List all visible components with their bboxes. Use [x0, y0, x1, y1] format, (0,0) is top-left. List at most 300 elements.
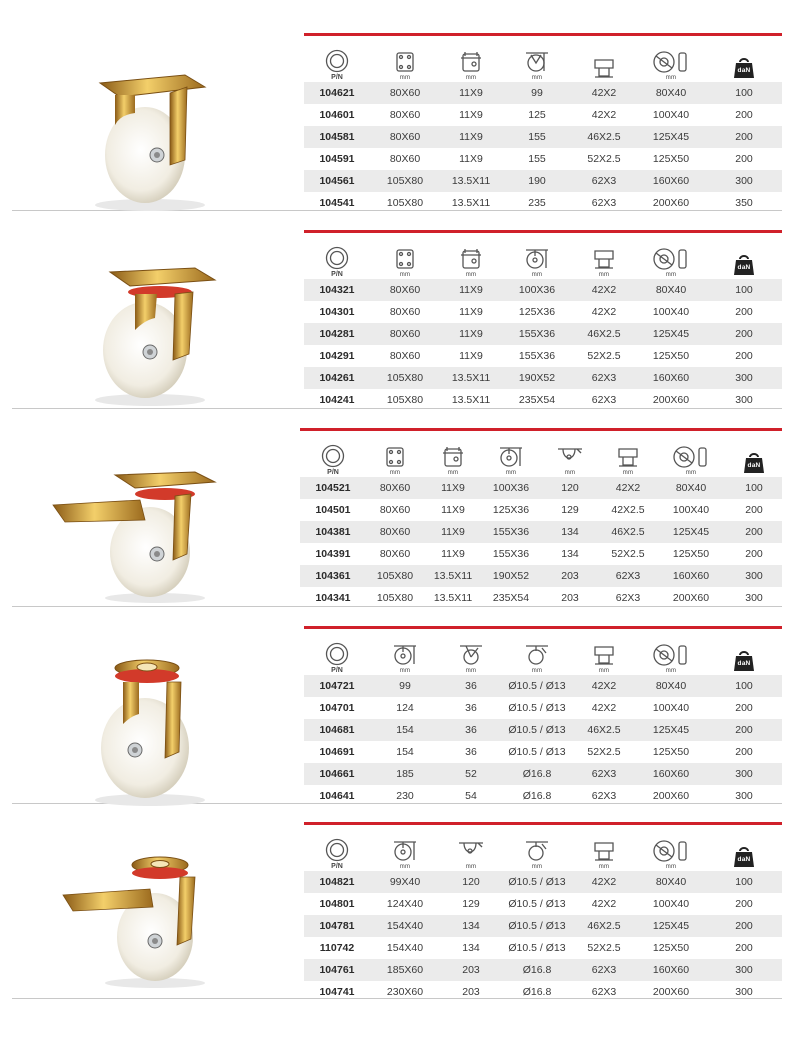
unit-label: mm — [622, 470, 634, 476]
spec-cell: 36 — [465, 746, 477, 758]
spec-cell: 160X60 — [652, 964, 690, 976]
header-cell — [656, 445, 726, 476]
table-row — [304, 389, 782, 411]
swivel-height-icon — [390, 643, 420, 667]
spec-cell: 203 — [462, 964, 480, 976]
pn-label: P/N — [331, 667, 343, 674]
header-cell — [572, 839, 636, 870]
table-header — [304, 233, 782, 279]
spec-cell: 62X3 — [591, 372, 617, 384]
unit-label: mm — [665, 272, 677, 278]
spec-cell: 11X9 — [459, 153, 483, 165]
table-header — [300, 431, 782, 477]
spec-cell: 129 — [561, 504, 579, 516]
header-cell — [482, 445, 540, 476]
part-number-cell: 104691 — [319, 746, 355, 758]
brake-height-icon — [555, 445, 585, 469]
spec-cell: 200X60 — [652, 986, 690, 998]
spec-table — [300, 428, 782, 609]
table-row — [304, 763, 782, 785]
spec-cell: 80X40 — [655, 87, 687, 99]
part-number-cell: 104501 — [315, 504, 351, 516]
spec-cell: 154X40 — [386, 942, 424, 954]
part-number-cell: 104321 — [319, 284, 355, 296]
table-row — [304, 170, 782, 192]
spec-cell: 11X9 — [459, 284, 483, 296]
spec-cell: 80X60 — [379, 482, 411, 494]
spec-cell: 46X2.5 — [587, 131, 621, 143]
header-cell — [502, 643, 572, 674]
spec-cell: 200 — [735, 724, 753, 736]
spec-cell: 200 — [745, 526, 763, 538]
unit-label: mm — [465, 272, 477, 278]
unit-label: mm — [598, 272, 610, 278]
table-row — [304, 323, 782, 345]
unit-label: mm — [505, 470, 517, 476]
part-number-cell: 104561 — [319, 175, 355, 187]
header-cell — [502, 50, 572, 81]
spec-cell: 155X36 — [492, 526, 530, 538]
spec-cell: 185X60 — [386, 964, 424, 976]
spec-cell: 203 — [561, 570, 579, 582]
spec-cell: Ø10.5 / Ø13 — [508, 724, 566, 736]
header-cell — [540, 445, 600, 476]
header-cell — [304, 642, 370, 674]
unit-label: mm — [665, 864, 677, 870]
header-cell — [370, 643, 440, 674]
spec-cell: 200 — [735, 898, 753, 910]
spec-cell: 100X40 — [652, 109, 690, 121]
spec-cell: 155 — [528, 153, 546, 165]
table-row — [304, 915, 782, 937]
spec-cell: 200 — [735, 746, 753, 758]
spec-cell: 200X60 — [672, 592, 710, 604]
spec-cell: 300 — [735, 394, 753, 406]
spec-cell: 100X40 — [652, 702, 690, 714]
header-cell — [440, 247, 502, 278]
header-cell — [300, 444, 366, 476]
spec-cell: 62X3 — [591, 175, 617, 187]
header-cell — [366, 445, 424, 476]
header-cell — [440, 50, 502, 81]
spec-cell: 230 — [396, 790, 414, 802]
spec-cell: 13.5X11 — [451, 175, 491, 187]
spec-cell: Ø16.8 — [522, 768, 552, 780]
spec-cell: 154 — [396, 724, 414, 736]
spec-cell: 36 — [465, 702, 477, 714]
header-cell — [424, 445, 482, 476]
spec-cell: 125X50 — [652, 942, 690, 954]
swivel-height-icon — [522, 247, 552, 271]
caster-photo — [75, 55, 225, 220]
spec-cell: 105X80 — [376, 592, 414, 604]
spec-cell: 100X36 — [492, 482, 530, 494]
spec-cell: 42X2 — [591, 702, 617, 714]
part-number-cell: 110742 — [319, 942, 355, 954]
bolt-hole-icon — [458, 50, 484, 74]
header-cell — [706, 253, 782, 278]
spec-cell: 100X40 — [672, 504, 710, 516]
part-number-cell: 104261 — [319, 372, 355, 384]
part-number-cell: 104801 — [319, 898, 355, 910]
spec-cell: 134 — [462, 920, 480, 932]
wheel-icon — [324, 838, 350, 862]
pn-label: P/N — [331, 271, 343, 278]
spec-cell: 62X3 — [591, 964, 617, 976]
spec-cell: 155X36 — [518, 350, 556, 362]
spec-cell: 62X3 — [591, 197, 617, 209]
spec-cell: 125X50 — [652, 153, 690, 165]
unit-label: mm — [389, 470, 401, 476]
table-row — [304, 697, 782, 719]
spec-cell: 80X60 — [389, 153, 421, 165]
header-cell — [440, 839, 502, 870]
spec-cell: 134 — [561, 548, 579, 560]
spec-cell: 11X9 — [441, 548, 465, 560]
spec-cell: 100 — [735, 284, 753, 296]
spec-cell: 160X60 — [652, 175, 690, 187]
table-row — [304, 785, 782, 807]
plate-bolt-pattern-icon — [591, 56, 617, 80]
spec-cell: 350 — [735, 197, 753, 209]
header-cell — [572, 643, 636, 674]
bolt-diameter-icon — [522, 643, 552, 667]
table-row — [304, 893, 782, 915]
spec-cell: 235X54 — [492, 592, 530, 604]
spec-cell: 80X60 — [389, 131, 421, 143]
part-number-cell: 104381 — [315, 526, 351, 538]
spec-cell: 42X2.5 — [611, 504, 645, 516]
unit-label: mm — [399, 668, 411, 674]
spec-cell: 125X50 — [652, 746, 690, 758]
header-cell — [370, 50, 440, 81]
spec-cell: 80X40 — [655, 680, 687, 692]
spec-cell: 200X60 — [652, 394, 690, 406]
spec-cell: 120 — [462, 876, 480, 888]
spec-cell: 300 — [745, 570, 763, 582]
spec-cell: 80X40 — [655, 284, 687, 296]
spec-cell: 11X9 — [459, 306, 483, 318]
spec-cell: 80X40 — [675, 482, 707, 494]
spec-cell: 105X80 — [386, 394, 424, 406]
spec-cell: 99 — [531, 87, 543, 99]
spec-cell: 200 — [735, 153, 753, 165]
spec-cell: 11X9 — [459, 131, 483, 143]
spec-cell: 80X60 — [379, 548, 411, 560]
table-header — [304, 36, 782, 82]
spec-cell: 80X60 — [389, 284, 421, 296]
spec-cell: 52X2.5 — [587, 153, 621, 165]
part-number-cell: 104721 — [319, 680, 355, 692]
spec-cell: 80X60 — [379, 526, 411, 538]
part-number-cell: 104701 — [319, 702, 355, 714]
table-row — [304, 301, 782, 323]
spec-cell: 100X36 — [518, 284, 556, 296]
plate-size-icon — [382, 445, 408, 469]
header-cell — [706, 845, 782, 870]
spec-cell: 200 — [745, 548, 763, 560]
spec-cell: 200X60 — [652, 790, 690, 802]
spec-cell: 200X60 — [652, 197, 690, 209]
spec-cell: 155 — [528, 131, 546, 143]
spec-cell: 185 — [396, 768, 414, 780]
unit-label: mm — [531, 272, 543, 278]
wheel-size-icon — [671, 445, 711, 469]
plate-bolt-pattern-icon — [591, 839, 617, 863]
part-number-cell: 104621 — [319, 87, 355, 99]
spec-cell: 200 — [735, 350, 753, 362]
unit-label: mm — [399, 272, 411, 278]
spec-cell: 200 — [735, 131, 753, 143]
spec-cell: 36 — [465, 680, 477, 692]
spec-cell: 125X45 — [652, 131, 690, 143]
spec-cell: 105X80 — [376, 570, 414, 582]
spec-cell: 42X2 — [591, 306, 617, 318]
wheel-icon — [324, 246, 350, 270]
table-header — [304, 629, 782, 675]
header-cell — [370, 839, 440, 870]
spec-cell: 80X60 — [389, 87, 421, 99]
spec-cell: 190X52 — [518, 372, 556, 384]
part-number-cell: 104761 — [319, 964, 355, 976]
spec-cell: Ø16.8 — [522, 986, 552, 998]
unit-label: mm — [564, 470, 576, 476]
header-cell — [304, 246, 370, 278]
spec-cell: 52X2.5 — [587, 746, 621, 758]
table-row — [304, 367, 782, 389]
wheel-icon — [324, 49, 350, 73]
spec-cell: 46X2.5 — [587, 920, 621, 932]
part-number-cell: 104291 — [319, 350, 355, 362]
unit-label: mm — [465, 864, 477, 870]
part-number-cell: 104601 — [319, 109, 355, 121]
spec-cell: 13.5X11 — [433, 570, 473, 582]
spec-cell: 99X40 — [389, 876, 421, 888]
spec-cell: 42X2 — [591, 876, 617, 888]
spec-table — [304, 822, 782, 1003]
header-cell — [572, 56, 636, 81]
header-cell — [636, 839, 706, 870]
spec-cell: 155X36 — [492, 548, 530, 560]
spec-cell: Ø10.5 / Ø13 — [508, 920, 566, 932]
spec-table — [304, 33, 782, 214]
unit-label: mm — [531, 75, 543, 81]
part-number-cell: 104281 — [319, 328, 355, 340]
unit-label: mm — [465, 668, 477, 674]
part-number-cell: 104821 — [319, 876, 355, 888]
spec-cell: 125X45 — [652, 920, 690, 932]
header-cell — [636, 643, 706, 674]
spec-cell: 105X80 — [386, 175, 424, 187]
part-number-cell: 104341 — [315, 592, 351, 604]
spec-cell: 80X60 — [379, 504, 411, 516]
spec-cell: 100X40 — [652, 898, 690, 910]
spec-table — [304, 626, 782, 807]
table-row — [304, 937, 782, 959]
swivel-height-icon — [390, 839, 420, 863]
spec-cell: 42X2 — [591, 680, 617, 692]
spec-cell: 200 — [745, 504, 763, 516]
unit-label: mm — [665, 75, 677, 81]
spec-cell: 11X9 — [459, 350, 483, 362]
header-cell — [502, 839, 572, 870]
plate-bolt-pattern-icon — [591, 643, 617, 667]
spec-cell: 100X40 — [652, 306, 690, 318]
spec-cell: 100 — [735, 680, 753, 692]
brake-height-icon — [456, 839, 486, 863]
spec-cell: 100 — [745, 482, 763, 494]
spec-cell: 36 — [465, 724, 477, 736]
swivel-height-icon — [496, 445, 526, 469]
caster-photo — [75, 650, 225, 815]
spec-cell: 46X2.5 — [587, 328, 621, 340]
table-row — [300, 543, 782, 565]
table-row — [304, 192, 782, 214]
spec-cell: 62X3 — [591, 986, 617, 998]
spec-cell: 300 — [735, 768, 753, 780]
spec-cell: 62X3 — [591, 394, 617, 406]
spec-cell: Ø10.5 / Ø13 — [508, 942, 566, 954]
header-cell — [370, 247, 440, 278]
spec-cell: 11X9 — [459, 328, 483, 340]
spec-cell: Ø10.5 / Ø13 — [508, 680, 566, 692]
spec-cell: 125X36 — [492, 504, 530, 516]
table-row — [300, 587, 782, 609]
spec-cell: 42X2 — [591, 87, 617, 99]
spec-cell: 52 — [465, 768, 477, 780]
header-cell — [572, 247, 636, 278]
table-row — [304, 719, 782, 741]
spec-cell: 13.5X11 — [451, 372, 491, 384]
unit-label: mm — [399, 75, 411, 81]
table-row — [304, 741, 782, 763]
spec-cell: 46X2.5 — [611, 526, 645, 538]
table-row — [304, 148, 782, 170]
header-cell — [600, 445, 656, 476]
spec-cell: 125X50 — [652, 350, 690, 362]
spec-cell: 200 — [735, 942, 753, 954]
spec-cell: 235 — [528, 197, 546, 209]
header-cell — [636, 247, 706, 278]
overall-height-icon — [522, 50, 552, 74]
header-cell — [726, 451, 782, 476]
spec-cell: 300 — [735, 986, 753, 998]
pn-label: P/N — [327, 469, 339, 476]
header-cell — [706, 649, 782, 674]
spec-cell: 11X9 — [459, 109, 483, 121]
table-row — [304, 126, 782, 148]
spec-cell: 105X80 — [386, 372, 424, 384]
spec-cell: 125X45 — [672, 526, 710, 538]
unit-label: mm — [447, 470, 459, 476]
table-header — [304, 825, 782, 871]
part-number-cell: 104241 — [319, 394, 355, 406]
table-row — [300, 477, 782, 499]
spec-cell: 100 — [735, 876, 753, 888]
table-row — [300, 521, 782, 543]
part-number-cell: 104681 — [319, 724, 355, 736]
spec-cell: 200 — [735, 328, 753, 340]
spec-cell: 105X80 — [386, 197, 424, 209]
spec-cell: 62X3 — [615, 570, 641, 582]
spec-cell: Ø16.8 — [522, 790, 552, 802]
spec-cell: 200 — [735, 109, 753, 121]
bolt-hole-icon — [440, 445, 466, 469]
wheel-size-icon — [651, 839, 691, 863]
spec-cell: 190X52 — [492, 570, 530, 582]
wheel-size-icon — [651, 50, 691, 74]
spec-cell: 125X50 — [672, 548, 710, 560]
spec-cell: 134 — [462, 942, 480, 954]
bolt-hole-icon — [458, 247, 484, 271]
wheel-size-icon — [651, 643, 691, 667]
spec-cell: 200 — [735, 306, 753, 318]
table-row — [300, 565, 782, 587]
wheel-icon — [320, 444, 346, 468]
spec-cell: 11X9 — [441, 482, 465, 494]
table-row — [304, 82, 782, 104]
part-number-cell: 104641 — [319, 790, 355, 802]
header-cell — [706, 56, 782, 81]
table-row — [304, 871, 782, 893]
spec-cell: Ø10.5 / Ø13 — [508, 746, 566, 758]
spec-cell: 235X54 — [518, 394, 556, 406]
spec-cell: 200 — [735, 702, 753, 714]
spec-cell: 13.5X11 — [433, 592, 473, 604]
spec-cell: 124 — [396, 702, 414, 714]
table-row — [304, 345, 782, 367]
spec-cell: 80X60 — [389, 109, 421, 121]
spec-cell: 46X2.5 — [587, 724, 621, 736]
spec-cell: 300 — [735, 964, 753, 976]
spec-cell: Ø16.8 — [522, 964, 552, 976]
spec-cell: 160X60 — [672, 570, 710, 582]
spec-cell: 11X9 — [441, 526, 465, 538]
part-number-cell: 104301 — [319, 306, 355, 318]
table-row — [300, 499, 782, 521]
bolt-diameter-icon — [522, 839, 552, 863]
swivel-offset-icon — [456, 643, 486, 667]
caster-photo — [55, 845, 225, 1000]
spec-cell: 120 — [561, 482, 579, 494]
spec-cell: 42X2 — [591, 898, 617, 910]
spec-cell: 62X3 — [591, 790, 617, 802]
spec-cell: 125X45 — [652, 328, 690, 340]
spec-cell: 80X60 — [389, 306, 421, 318]
unit-label: mm — [531, 864, 543, 870]
header-cell — [304, 49, 370, 81]
part-number-cell: 104741 — [319, 986, 355, 998]
header-cell — [502, 247, 572, 278]
spec-cell: 11X9 — [441, 504, 465, 516]
spec-cell: 99 — [399, 680, 411, 692]
spec-cell: 155X36 — [518, 328, 556, 340]
part-number-cell: 104541 — [319, 197, 355, 209]
spec-cell: 62X3 — [615, 592, 641, 604]
part-number-cell: 104591 — [319, 153, 355, 165]
part-number-cell: 104391 — [315, 548, 351, 560]
spec-cell: 52X2.5 — [611, 548, 645, 560]
spec-cell: 190 — [528, 175, 546, 187]
part-number-cell: 104781 — [319, 920, 355, 932]
header-cell — [440, 643, 502, 674]
spec-cell: Ø10.5 / Ø13 — [508, 876, 566, 888]
unit-label: mm — [399, 864, 411, 870]
plate-bolt-pattern-icon — [615, 445, 641, 469]
caster-photo — [45, 450, 225, 615]
spec-cell: 160X60 — [652, 372, 690, 384]
spec-cell: 80X40 — [655, 876, 687, 888]
